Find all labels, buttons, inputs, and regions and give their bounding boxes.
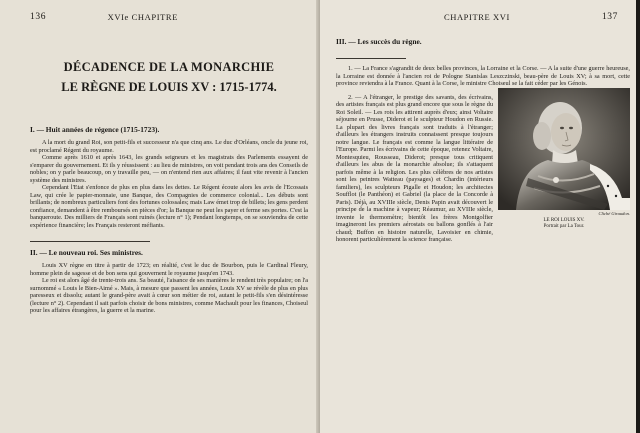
right-page	[320, 0, 640, 433]
right-edge-shadow	[636, 0, 640, 433]
section2-paragraph: Louis XV règne en titre à partir de 1723; en réalité, c'est le duc de Bourbon, puis le Cardinal Fleury, homme plein de sagesse et de bon sens qui gouvernent le royaume jusqu'en 1743.	[30, 262, 308, 277]
section2-paragraph: Le roi est alors âgé de trente-trois ans. Sa beauté, l'aisance de ses manières le rendent très populaire; on l'a surnommé « Louis le Bien-Aimé ». Mais, à mesure que passent les années, Louis XV se révèle de plus en plus paresseux et dissolu; autant le grand-père avait à cœur son métier de roi, autant le petit-fils s'en désintéresse (lecture n° 2). Cependant il sait parfois choisir de bons ministres, comme Machault pour les finances, Choiseul pour les affaires étrangères, la guerre et la marine.	[30, 277, 308, 314]
section1-paragraph: Cependant l'Etat s'enfonce de plus en plus dans les dettes. Le Régent écoute alors les avis de l'Ecossais Law, qui crée le papier-monnaie, une Banque, des Compagnies de commerce colonial... Les débuts sont brillants; de nombreux particuliers font des fortunes colossales; mais Law émet trop de billets; les gens perdent confiance, demandent à être remboursés en pièces d'or; la Banque ne peut les payer et ferme ses portes. C'est la banqueroute. Des milliers de Français sont ruinés (lecture n° 1); Pendant longtemps, on se souviendra de cette expérience financière; les Français resteront méfiants.	[30, 184, 309, 229]
chapter-title	[30, 60, 308, 95]
portrait-caption-subtitle: Portrait par La Tour.	[543, 223, 585, 229]
photo-credit: Cliché Giraudon.	[598, 210, 630, 216]
section-divider	[30, 241, 150, 242]
right-running-head: CHAPITRE XVI	[443, 12, 510, 22]
louis-xv-portrait-image	[498, 88, 630, 210]
section1-heading: I. — Huit années de régence (1715-1723).	[30, 125, 160, 134]
left-page-number: 136	[30, 12, 47, 22]
left-running-header	[30, 12, 308, 22]
portrait-caption-title: LE ROI LOUIS XV.	[543, 217, 585, 223]
section3-paragraph2: 2. — A l'étranger, le prestige des savants, des écrivains, des artistes français est plus grand encore que sous le règne du Roi Soleil. — Les rois les attirent auprès d'eux; ainsi Voltaire séjourne en Prusse, Diderot et le sculpteur Houdon en Russie. La plupart des livres français sont traduits à l'étranger; d'ailleurs les étrangers instruits connaissent presque toujours notre langue. Le français est comme la langue littéraire de l'Europe. Parmi les écrivains de cette époque, retenez Voltaire, Montesquieu, Rousseau, Diderot; presque tous critiquent d'ailleurs les abus de la monarchie absolue; ils s'attaquent parfois même à la religion. Les plus célèbres de nos artistes sont les peintres Watteau (paysages) et Chardin (intérieurs familiers), les sculpteurs Pigalle et Houdon; les architectes Soufflot (le Panthéon) et Gabriel (la place de la Concorde à Paris). Déjà, au XVIIIe siècle, Denis Papin avait découvert le principe de la machine à vapeur; Réaumur, au XVIIIe siècle, invente le thermomètre; bientôt les frères Montgolfier imagineront les premiers aérostats ou ballons gonflés à l'air chaud; Buffon en histoire naturelle, Lavoisier en chimie, honorent particulièrement la science française.	[336, 93, 493, 243]
section3-heading: III. — Les succès du règne.	[336, 37, 422, 46]
right-page-number: 137	[601, 12, 618, 22]
section3-paragraph1: 1. — La France s'agrandit de deux belles provinces, la Lorraine et la Corse. — A la suite d'une guerre heureuse, la Lorraine est donnée à l'ancien roi de Pologne Stanislas Leszczinski, beau-père de Louis XV; à sa mort, cette province reviendra à la France. Quant à la Corse, le ministre Choiseul se la fait céder par les Génois.	[336, 65, 630, 87]
section2-heading: II. — Le nouveau roi. Ses ministres.	[30, 248, 143, 257]
portrait-caption	[498, 218, 630, 230]
right-running-header	[336, 12, 630, 22]
chapter-title-line2: LE RÈGNE DE LOUIS XV : 1715-1774.	[61, 80, 277, 94]
section1-paragraph: A la mort du grand Roi, son petit-fils et successeur n'a que cinq ans. Le duc d'Orléans, oncle du jeune roi, est proclamé Régent du royaume.	[30, 139, 308, 154]
portrait-figure	[498, 88, 630, 230]
section1-paragraph: Comme après 1610 et après 1643, les grands seigneurs et les magistrats des Parlements essayent de s'emparer du gouvernement. Et ils y réussissent : au lieu de ministres, on voit pendant trois ans des Conseils de nobles; on y parle beaucoup, on y travaille peu, — on n'entend rien aux affaires; il faut vite revenir à l'ancien système des ministres.	[30, 154, 308, 184]
chapter-title-line1: DÉCADENCE DE LA MONARCHIE	[63, 60, 275, 74]
section-divider	[336, 58, 406, 59]
left-running-head: XVIe CHAPITRE	[107, 12, 178, 22]
